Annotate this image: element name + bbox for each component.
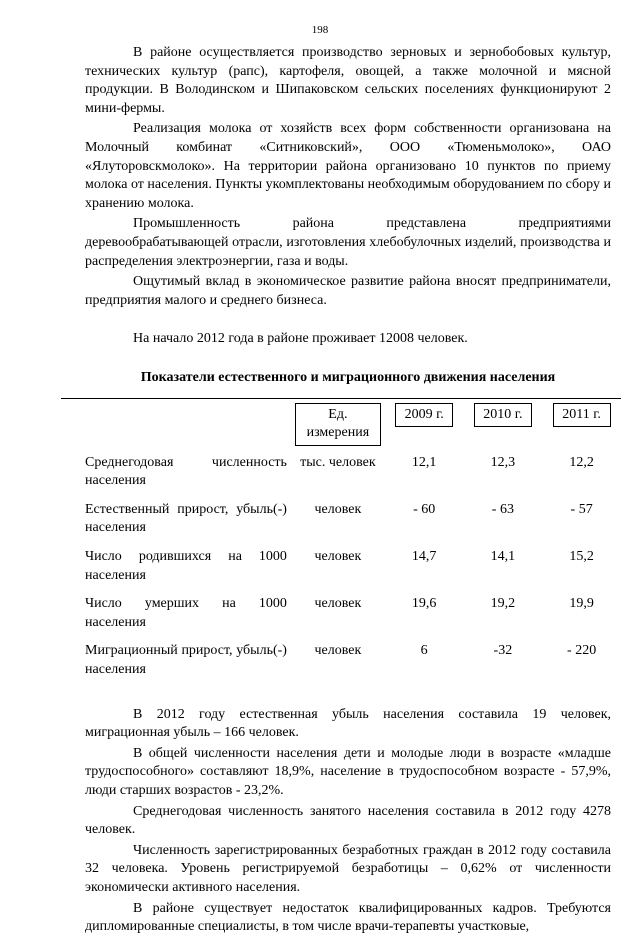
row-label: Число родившихся на 1000 населения <box>85 549 287 583</box>
row-unit: человек <box>314 643 362 659</box>
table-row <box>81 497 621 544</box>
value-2009: 12,1 <box>411 454 437 470</box>
population-note: На начало 2012 года в районе проживает 12008 человек. <box>133 331 468 347</box>
header-unit <box>291 399 385 450</box>
header-indicator <box>81 399 291 450</box>
header-unit-label: Ед. измерения <box>295 403 381 446</box>
paragraph: В общей численности населения дети и молодые люди в возрасте «младше трудоспособного» составляют 18,9%, население в трудоспособном возрасте - 57,9%, люди старших возрастов - 23,2%. <box>85 745 611 798</box>
table-row <box>81 450 621 497</box>
header-2011-label: 2011 г. <box>553 403 611 428</box>
paragraph: Среднегодовая численность занятого населения составила в 2012 году 4278 человек. <box>85 803 611 838</box>
value-2009: 19,6 <box>411 596 437 612</box>
row-unit: человек <box>314 501 362 517</box>
paragraph: В районе существует недостаток квалифицированных кадров. Требуются дипломированные специалисты, в том числе врачи-терапевты участковые, <box>85 900 611 935</box>
header-2009 <box>385 399 464 450</box>
table-row <box>81 591 621 638</box>
table-header-row <box>81 399 621 450</box>
row-label: Миграционный прирост, убыль(-) населения <box>85 643 287 678</box>
value-2011: 19,9 <box>569 596 594 612</box>
value-2009: - 60 <box>413 501 436 517</box>
value-2009: 14,7 <box>411 549 437 565</box>
document-body <box>85 44 611 939</box>
paragraph: В 2012 году естественная убыль населения составила 19 человек, миграционная убыль – 166 человек. <box>85 706 611 741</box>
value-2010: 19,2 <box>490 596 516 612</box>
header-2011 <box>542 399 621 450</box>
row-unit: человек <box>314 549 362 565</box>
value-2011: - 57 <box>570 501 593 517</box>
page-number: 198 <box>311 24 329 36</box>
header-2009-label: 2009 г. <box>395 403 453 428</box>
value-2010: -32 <box>493 643 513 659</box>
value-2011: 12,2 <box>569 454 594 470</box>
population-table <box>81 399 621 686</box>
population-table-wrapper <box>81 398 621 686</box>
row-label: Число умерших на 1000 населения <box>85 596 287 630</box>
paragraph: В районе осуществляется производство зерновых и зернобобовых культур, технических культур (рапс), картофеля, овощей, а также молочной и мясной продукции. В Володинском и Шипаковском сельских поселениях функционируют 2 мини-фермы. <box>85 45 611 116</box>
value-2010: 12,3 <box>490 454 516 470</box>
table-title: Показатели естественного и миграционного движения населения <box>140 369 556 385</box>
row-label: Естественный прирост, убыль(-) населения <box>85 501 287 536</box>
header-2010-label: 2010 г. <box>474 403 532 428</box>
value-2010: 14,1 <box>490 549 516 565</box>
row-unit: человек <box>314 596 362 612</box>
value-2010: - 63 <box>491 501 514 517</box>
value-2011: - 220 <box>567 643 597 659</box>
row-label: Среднегодовая численность населения <box>85 454 287 489</box>
paragraph: Ощутимый вклад в экономическое развитие района вносят предприниматели, предприятия малого и среднего бизнеса. <box>85 274 611 308</box>
paragraph: Численность зарегистрированных безработных граждан в 2012 году составила 32 человека. Уровень регистрируемой безработицы – 0,62% от численности экономически активного населения. <box>85 842 611 895</box>
paragraph: Реализация молока от хозяйств всех форм собственности организована на Молочный комбинат «Ситниковский», ООО «Тюменьмолоко», ОАО «Ялуторовскмолоко». На территории района организовано 10 пунктов по приему молока от населения. Пункты укомплектованы необходимым оборудованием по сбору и хранению молока. <box>85 121 611 211</box>
row-unit: тыс. человек <box>300 454 376 470</box>
header-2010 <box>464 399 543 450</box>
value-2009: 6 <box>420 643 428 659</box>
paragraph: Промышленность района представлена предприятиями деревообрабатывающей отрасли, изготовления хлебобулочных изделий, производства и распределения электроэнергии, газа и воды. <box>85 216 611 269</box>
table-row <box>81 638 621 685</box>
value-2011: 15,2 <box>569 549 594 565</box>
table-row <box>81 544 621 591</box>
